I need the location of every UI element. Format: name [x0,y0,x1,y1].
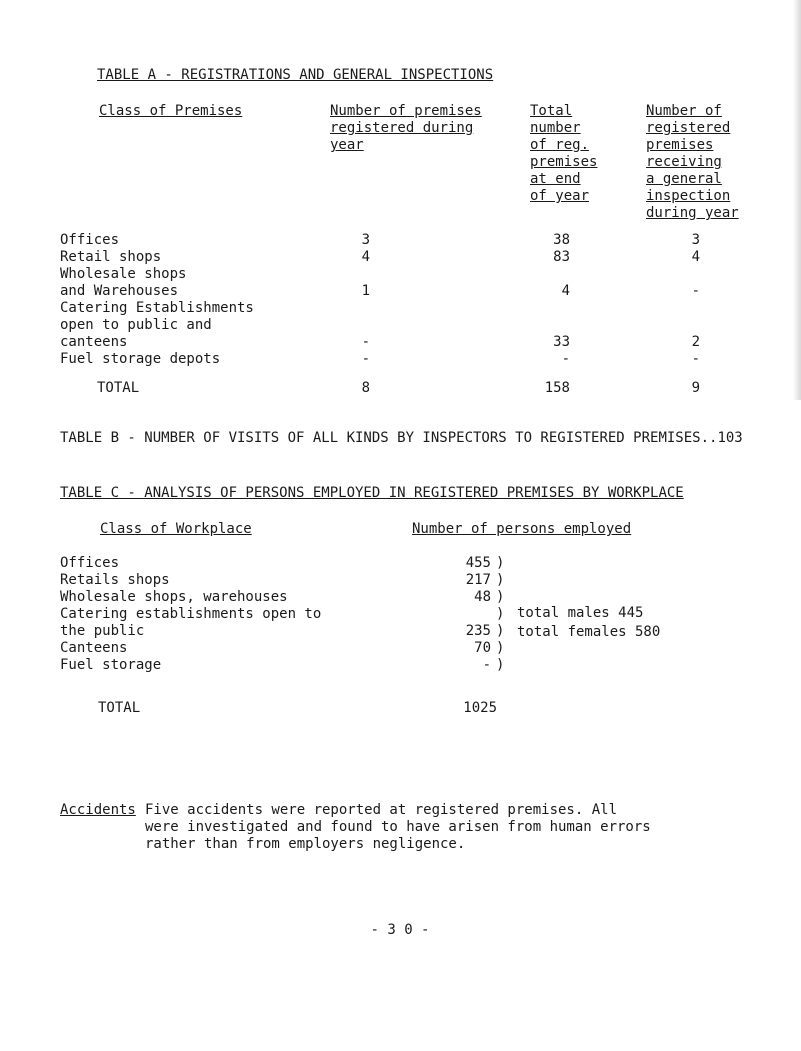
row-label: open to public and [60,317,212,333]
table-b-title: TABLE B - NUMBER OF VISITS OF ALL KINDS BY INSPECTORS TO REGISTERED PREMISES..103 [60,430,743,446]
employed-value: - [482,657,491,673]
header-line: Number of premises [330,103,482,119]
total-label: TOTAL [98,700,141,716]
header-line: year [330,137,364,153]
header-line: premises [646,137,714,153]
header-line: inspection [646,188,731,204]
registered-value: 3 [361,232,370,248]
header-line: registered during [330,120,474,136]
total-value: 33 [553,334,570,350]
registered-value: 4 [361,249,370,265]
row-label: Fuel storage depots [60,351,221,367]
document-page: TABLE A - REGISTRATIONS AND GENERAL INSPECTIONS Class of Premises Number of premises registered during year Total number of reg. premises at end of year Number of registered premises receiving a general inspection during year Offices 3 38 3 Retail shops 4 83 4 Wholesale shops and Warehouses 1 4 - Catering Establishments open to public and canteens - 33 2 Fuel storage depots - - - TOTAL 8 158 9 TABLE B - NUMBER OF VISITS OF ALL KINDS BY INSPECTORS TO REGISTERED PREMISES..103 TABLE C - ANALYSIS OF PERSONS EMPLOYED IN REGISTERED PREMISES BY WORKPLACE Class of Workplace Number of persons employed Offices 455 Retails shops 217 Wholesale shops, warehouses 48 Catering establishments open to the public 235 Canteens 70 Fuel storage - ) ) ) ) ) ) ) total males 445 total females 580 TOTAL 1025 Accidents Five accidents were reported at registered premises. All were investigated and found to have arisen from human errors rather than from employers negligence. - 3 0 - [0,0,801,1051]
inspected-value: 2 [691,334,700,350]
total-label: TOTAL [97,380,140,396]
inspected-value: 4 [691,249,700,265]
total-females-note: total females 580 [517,624,661,640]
header-line: registered [646,120,731,136]
workplace-label: Wholesale shops, warehouses [60,589,288,605]
registered-value: - [361,334,370,350]
employed-value: 217 [465,572,491,588]
employed-value: 455 [465,555,491,571]
header-line: of year [530,188,590,204]
registered-value: 1 [361,283,370,299]
workplace-label: Catering establishments open to [60,606,322,622]
registered-total: 8 [361,380,370,396]
employed-value: 48 [474,589,491,605]
page-number: - 3 0 - [370,922,430,938]
inspected-value: 3 [691,232,700,248]
workplace-label: the public [60,623,145,639]
scan-edge-shadow [793,0,801,400]
table-a-title: TABLE A - REGISTRATIONS AND GENERAL INSPECTIONS [97,67,494,83]
col-header-class-of-premises: Class of Premises [99,103,243,119]
header-line: receiving [646,154,722,170]
header-line: number [530,120,581,136]
employed-value: 235 [465,623,491,639]
registered-value: - [361,351,370,367]
row-label: and Warehouses [60,283,179,299]
workplace-label: Canteens [60,640,128,656]
total-total: 158 [544,380,570,396]
employed-value: 70 [474,640,491,656]
col-header-class-of-workplace: Class of Workplace [100,521,252,537]
header-line: premises [530,154,598,170]
accidents-heading: Accidents [60,802,136,818]
row-label: Catering Establishments [60,300,254,316]
header-line: during year [646,205,739,221]
total-males-note: total males 445 [517,605,644,621]
header-line: of reg. [530,137,590,153]
total-value: 38 [553,232,570,248]
total-value: 83 [553,249,570,265]
workplace-label: Offices [60,555,120,571]
inspected-value: - [691,351,700,367]
row-label: Wholesale shops [60,266,187,282]
accidents-text-line: were investigated and found to have arisen from human errors [145,819,651,835]
accidents-text-line: Five accidents were reported at registered premises. All [145,802,618,818]
row-label: Retail shops [60,249,162,265]
header-line: a general [646,171,722,187]
inspected-value: - [691,283,700,299]
header-line: Total [530,103,573,119]
workplace-label: Retails shops [60,572,170,588]
table-c-title: TABLE C - ANALYSIS OF PERSONS EMPLOYED IN REGISTERED PREMISES BY WORKPLACE [60,485,684,501]
inspected-total: 9 [691,380,700,396]
row-label: canteens [60,334,128,350]
employed-total: 1025 [463,700,497,716]
total-value: - [561,351,570,367]
row-label: Offices [60,232,120,248]
header-line: Number of [646,103,722,119]
col-header-number-employed: Number of persons employed [412,521,632,537]
workplace-label: Fuel storage [60,657,162,673]
header-line: at end [530,171,581,187]
total-value: 4 [561,283,570,299]
accidents-text-line: rather than from employers negligence. [145,836,466,852]
